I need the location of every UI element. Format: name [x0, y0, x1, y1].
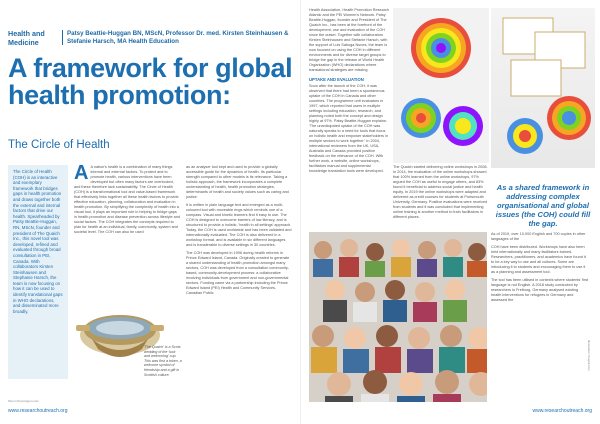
body-paragraph: The tool has been utilised in contexts where students' first language is not English. A 2018 study conducted by researchers in Freiburg, Germany analysed existing health interventions for refugees in Germany and assessed the [491, 278, 589, 302]
body-column-1 [74, 165, 180, 270]
image-caption: 'The Quaich' is a Scots wedding of the 'luck and welcoming' cup. This was first a token, a welcome symbol of friendship and a gift in Scottish culture. [144, 345, 182, 377]
circle-of-health-images [393, 8, 489, 163]
body-paragraph: As of 2019, over 10,000 English and 700 copies in other languages of the [491, 232, 586, 241]
body-column-4 [393, 165, 489, 220]
pull-quote: As a shared framework in addressing complex organisational and global issues (the COH) could fill the gap. [495, 183, 591, 228]
certificates-photo [491, 8, 595, 168]
body-column-3 [309, 8, 389, 220]
crowd-graphic [309, 232, 487, 402]
body-text: A nation's health is a combination of many things internal and external factors. To protect and to promote health, various interventions have been developed but often many factors are overlooked, and these therefore lack sustainability. The Circle of Health (COH) is a transformational tool and value-based framework that effectively links together all these health factors to provide effective education, planning, collaboration and evaluation in health promotion. By simplifying the complexity of health into a visual tool, it plays an important role in helping to bridge gaps in health promotion and disease prevention across lifestyle and social factors. The COH integrates the concepts required to plan for health at an individual, family, community, system and societal level. The COH can also be used [74, 165, 180, 234]
body-paragraph: Health Association, Health Promotion Research Atlantic and the PEI Women's Network. Patsy Beattie-Huggan, founder and President of The Quaich Inc., has been at the forefront of the development, use and evaluation of the COH since the outset. Together with collaborators Kirsten Steinhausen and Stefanie Harsch, with the support of Luis Saboga Nunes, the team is now focused on using the COH in different environments and for diverse target groups to bridge the gap in the release of World Health Organization (WHO) declarations where translational strategies are missing. [309, 8, 389, 72]
intro-box [8, 165, 68, 379]
article-subtitle: The Circle of Health [8, 139, 110, 151]
footer-url-left: www.researchoutreach.org [8, 408, 68, 414]
drop-cap: A [74, 165, 89, 184]
section-label: Health and Medicine [8, 29, 45, 47]
body-paragraph [74, 165, 180, 235]
body-column-5 [491, 232, 589, 340]
body-paragraph: The Quaich started delivering online workshops in 2008. In 2014, the evaluation of the online workshops showed that 100% learned from the online workshops, 97% argued the COH as useful to engage others, and 83% found it beneficial to address social justice and health equity. In 2019 the online workshops were adapted and delivered as credit courses for students at Portsmouth University, Germany. Positive evaluations were received from students and it was concluded that implementing online training is another method to train facilitators in different places. [393, 165, 488, 219]
certificates-graphic [491, 8, 595, 168]
body-column-2 [186, 165, 292, 424]
body-paragraph: as an analyser tool kept and used to provide a globally accessible guide for the dynamics of health. Its particular strength compared to other models is its relevance. Taking a holistic approach, the framework incorporates a complete understanding of health, health promotion strategies, determinants of health and society values such as caring and justice. [186, 165, 289, 199]
right-page [300, 0, 600, 424]
footer-url-right: www.researchoutreach.org [532, 408, 592, 414]
body-paragraph: Soon after the launch of the COH, it was observed that there had been a spontaneous uptake of the COH in Canada and other countries. The programme unit evaluators in 1997, which reported that users in multiple settings including education, research, and planning noted both the concept and design highly at 97%. Patsy Beattie-Huggan explains: 'The unanticipated uptake of the COH was naturally speaks to a need for tools that focus on holistic health and empower stakeholders in multiple sectors to work together.' In 2004, international reviewers from the UK, USA, Australia and Canada provided positive feedback on the relevance of the COH. With further work, a website, online workshops, facilitators manual and supplemental knowledge translation tools were developed. [309, 84, 388, 173]
crowd-photo [309, 232, 487, 402]
article-title: A framework for global health promotion: [8, 53, 293, 110]
body-paragraph: The COH was developed in 1996 during health reforms in Prince Edward Island, Canada. Originally created to generate a shared understanding of health promotion amongst many sectors, COH was developed from a consultation community-based, community-development process: a collaborative involving individuals from government and non-governmental sectors. Funding came via a partnership including the Prince Edward Island (PEI) Health and Community Services, Canadian Public [186, 251, 290, 295]
photo-credit: Simon Pennington.com [8, 399, 40, 403]
uptake-heading: UPTAKE AND EVALUATION [309, 77, 364, 82]
authors-line: Patsy Beattie-Huggan BN, MScN, Professor Dr. med. Kirsten Steinhausen & Stefanie Harsch, MA Health Education [62, 30, 292, 45]
illustration-credit: Illustration: freepik.com [587, 340, 591, 371]
body-paragraph: COH have been distributed. Workshops have also been held internationally and many facilitators trained. Researchers, practitioners, and academics have found it to be a key way to use and all cultures. Some are introducing it to students and encouraging them to use it as a planning and assessment tool. [491, 245, 586, 274]
intro-text: The Circle of Health (COH) is an interactive and exemplary framework that bridges gaps in health promotion and draws together both the external and internal factors that drive our health. Spearheaded by Patsy Beattie-Huggan, RN, MScN, founder and president of The Quaich Inc., this novel tool was developed, refined and evaluated through broad consultation in PEI, Canada. With collaborators Kirsten Steinhausen and Stephanie Harsch, the team is now focusing on how it can be used to identify translational gaps in WHO declarations, and disseminated more broadly. [13, 169, 63, 314]
body-paragraph: It is written in plain language text and emerged as a multi-coloured tool with moveable rings which reminds one of a compass. Visual and kinetic learners find it easy to use. The COH is designed to overcome barriers of low literacy, and is structured to provide a holistic, 'health in all settings' approach. Today, the COH is used worldwide and has been validated and internationally evaluated. The COH is also delivered in a workshop format, and is available in six different languages and is transferable to diverse settings in 30 countries. [186, 203, 292, 247]
circle-of-health-graphic [393, 8, 489, 163]
